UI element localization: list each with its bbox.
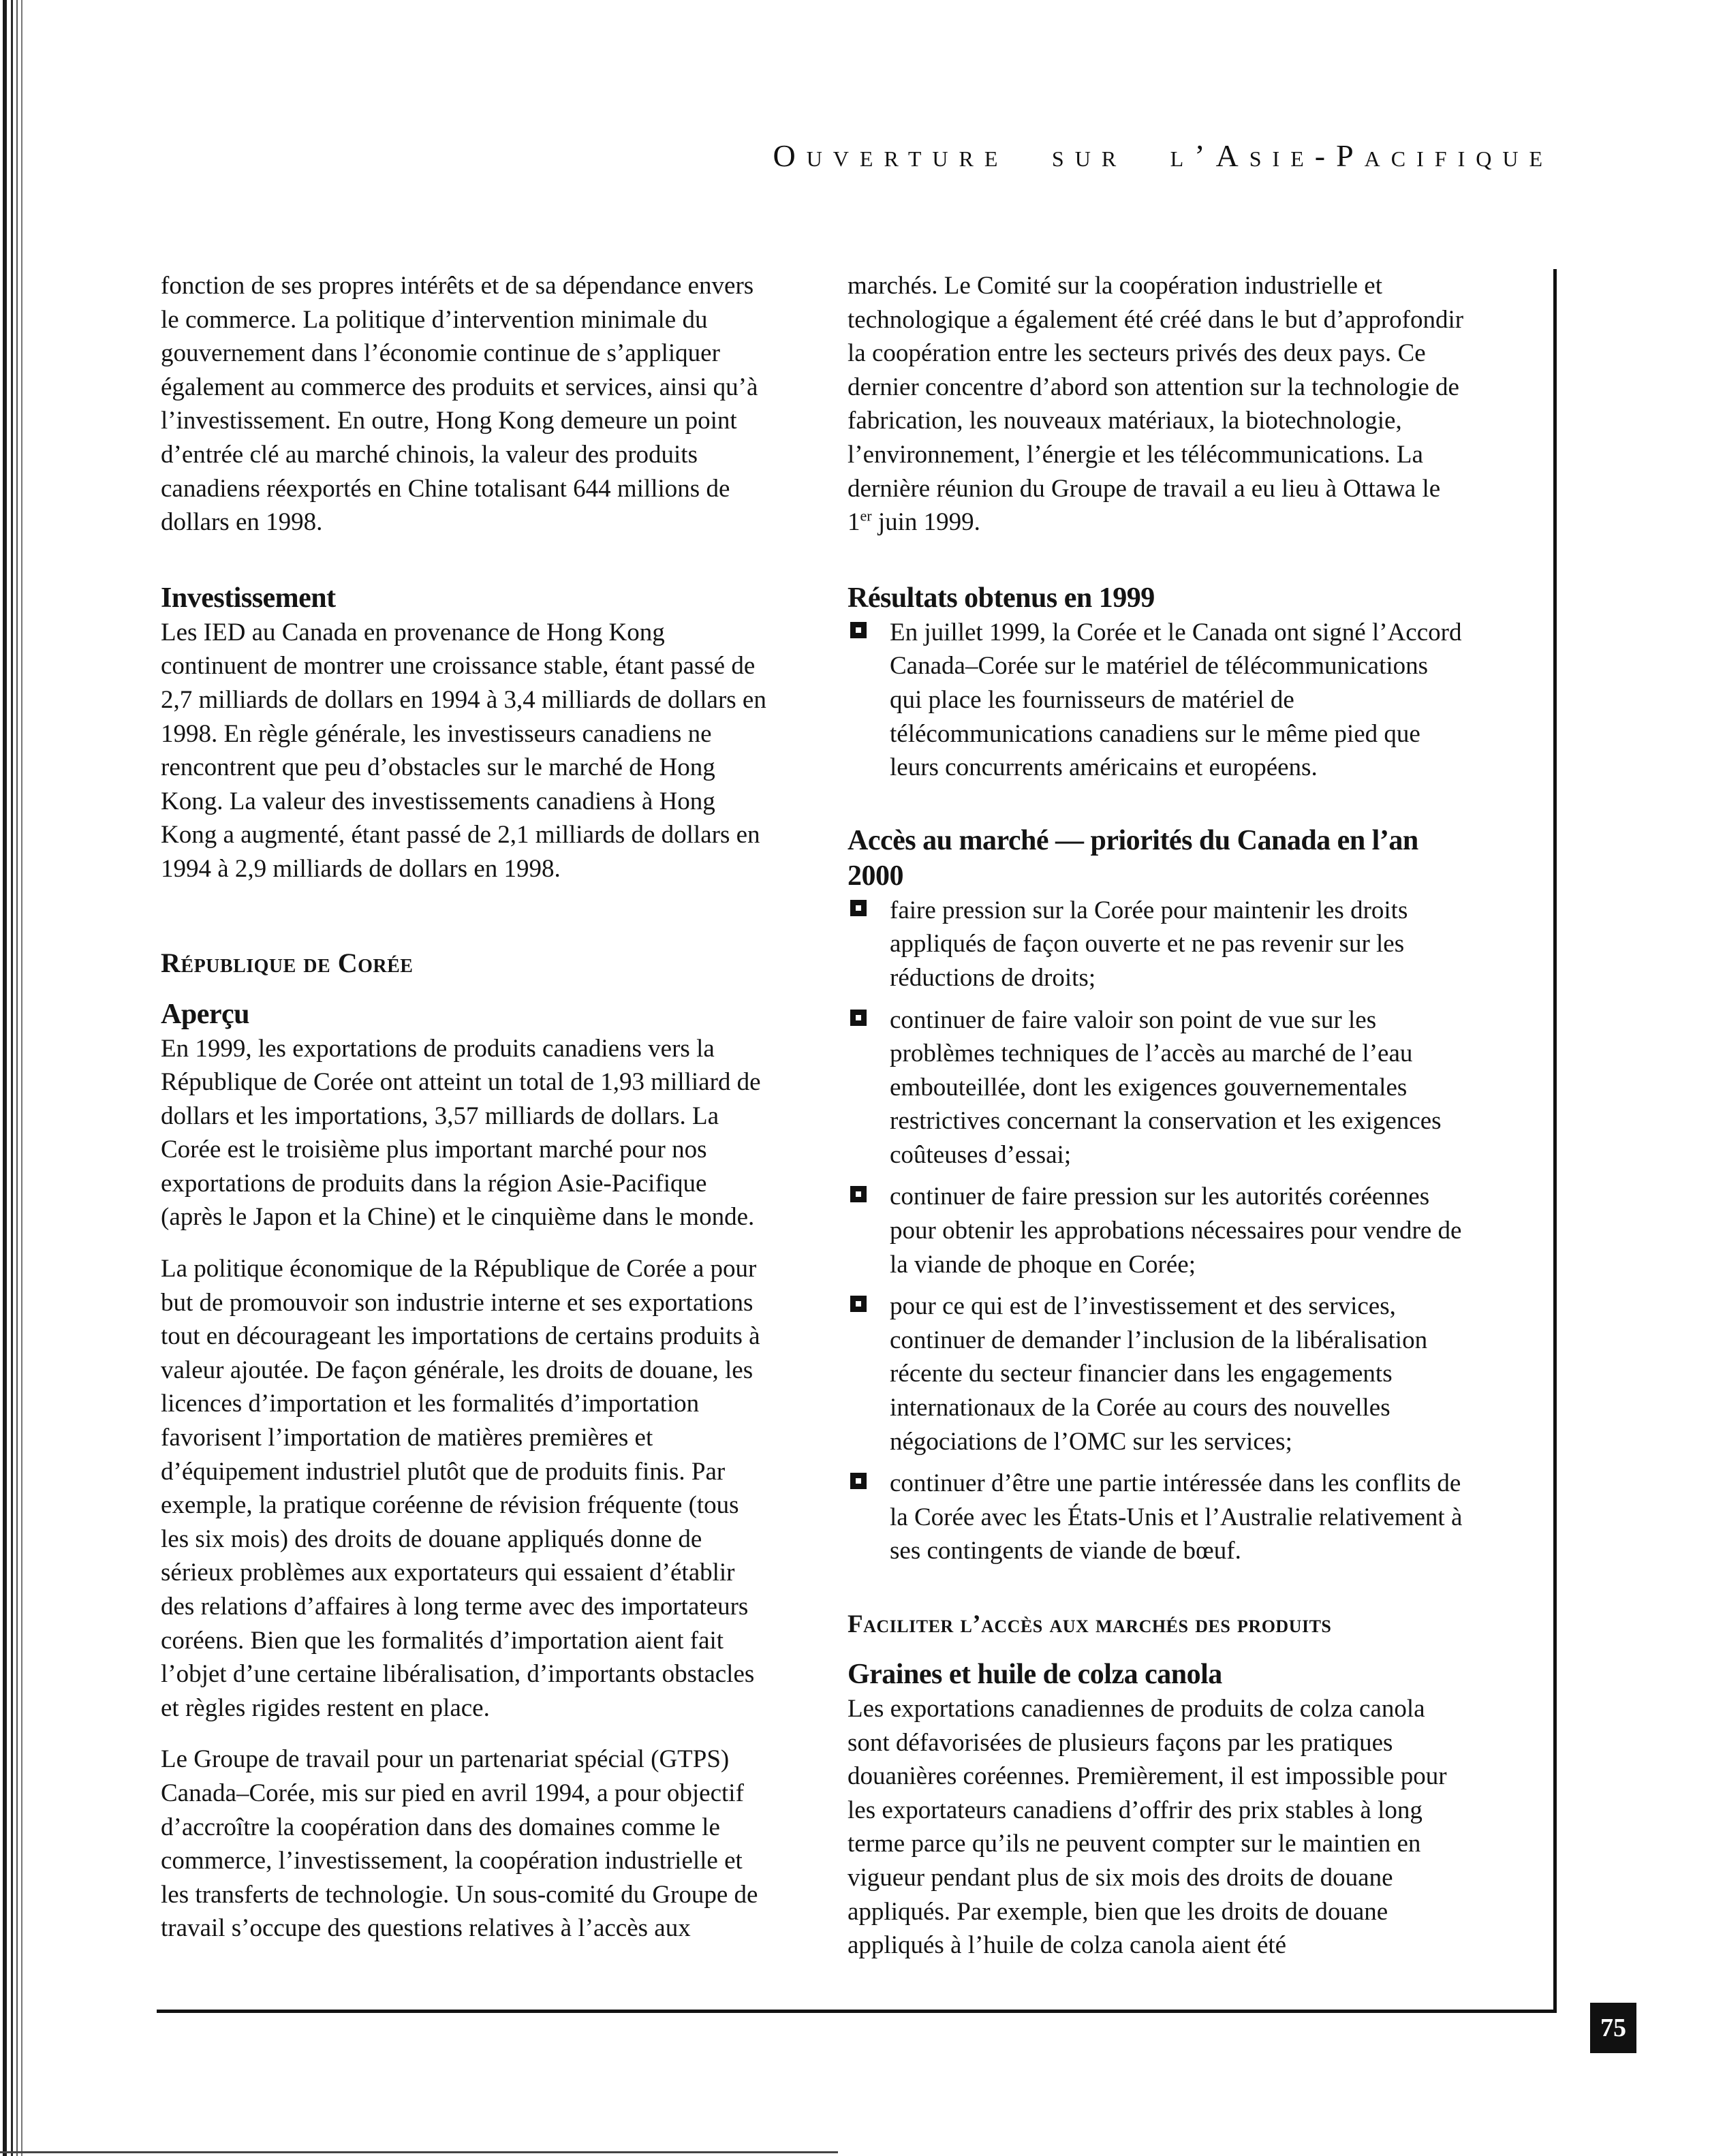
apercu-paragraph-1: En 1999, les exportations de produits canadiens vers la République de Corée ont atteint un total de 1,93 milliard de dollars et les importations, 3,57 milliards de dollars. La Corée est le troisième plus important marché pour nos exportations de produits dans la région Asie-Pacifique (après le Japon et la Chine) et le cinquième dans le monde. bbox=[161, 1034, 761, 1232]
square-bullet-icon bbox=[850, 1296, 867, 1312]
continued-paragraph: marchés. Le Comité sur la coopération industrielle et technologique a également été créé dans le but d’approfondir la coopération entre les secteurs privés des deux pays. Ce dernier concentre d’abord son attention sur la technologie de fabrication, les nouveaux matériaux, la biotechnologie, l’environnement, l’énergie et les télécommunications. La dernière réunion du Groupe de travail a eu lieu à Ottawa le 1er juin 1999. bbox=[848, 272, 1464, 537]
left-column bbox=[161, 269, 767, 1963]
apercu-paragraph-2: La politique économique de la République de Corée a pour but de promouvoir son industrie interne et ses exportations tout en décourageant les importations de certains produits à valeur ajoutée. De façon générale, les droits de douane, les licences d’importation et les formalités d’importation favorisent l’importation de matières premières et d’équipement industriel plutôt que de produits finis. Par exemple, la pratique coréenne de révision fréquente (tous les six mois) des droits de douane appliqués donne de sérieux problèmes aux exportateurs qui essaient d’établir des relations d’affaires à long terme avec des importateurs coréens. Bien que les formalités d’importation aient fait l’objet d’une certaine libéralisation, d’importants obstacles et règles rigides restent en place. bbox=[161, 1255, 760, 1722]
investissement-heading: Investissement bbox=[161, 582, 336, 614]
list-item: faire pression sur la Corée pour maintenir les droits appliqués de façon ouverte et ne pas revenir sur les réductions de droits; bbox=[848, 894, 1464, 995]
square-bullet-icon bbox=[850, 1010, 867, 1026]
running-header: Ouverture sur l’Asie-Pacifique bbox=[773, 138, 1553, 173]
bottom-horizontal-rule bbox=[157, 2010, 1557, 2013]
apercu-paragraph-3: Le Groupe de travail pour un partenariat spécial (GTPS) Canada–Corée, mis sur pied en avril 1994, a pour objectif d’accroître la coopération dans des domaines comme le commerce, l’investissement, la coopération industrielle et les transferts de technologie. Un sous-comité du Groupe de travail s’occupe des questions relatives à l’accès aux bbox=[161, 1745, 758, 1943]
investissement-paragraph: Les IED au Canada en provenance de Hong Kong continuent de montrer une croissance stable, étant passé de 2,7 milliards de dollars en 1994 à 3,4 milliards de dollars en 1998. En règle générale, les investisseurs canadiens ne rencontrent que peu d’obstacles sur le marché de Hong Kong. La valeur des investissements canadiens à Hong Kong a augmenté, étant passé de 2,1 milliards de dollars en 1994 à 2,9 milliards de dollars en 1998. bbox=[161, 618, 766, 883]
korea-section-heading: République de Corée bbox=[161, 947, 414, 978]
faciliter-heading: Faciliter l’accès aux marchés des produits bbox=[848, 1610, 1332, 1638]
scan-edge bbox=[0, 0, 25, 2156]
scan-bottom-line bbox=[0, 2151, 838, 2153]
graines-paragraph: Les exportations canadiennes de produits de colza canola sont défavorisées de plusieurs façons par les pratiques douanières coréennes. Premièrement, il est impossible pour les exportateurs canadiens d’offrir des prix stables à long terme parce qu’ils ne peuvent compter sur le maintien en vigueur pendant plus de six mois des droits de douane appliqués. Par exemple, bien que les droits de douane appliqués à l’huile de colza canola aient été bbox=[848, 1695, 1447, 1960]
square-bullet-icon bbox=[850, 900, 867, 916]
apercu-heading: Aperçu bbox=[161, 998, 249, 1030]
list-item: continuer de faire pression sur les autorités coréennes pour obtenir les approbations nécessaires pour vendre de la viande de phoque en Corée; bbox=[848, 1180, 1464, 1281]
page-number: 75 bbox=[1590, 2003, 1636, 2053]
acces-heading: Accès au marché — priorités du Canada en l’an 2000 bbox=[848, 824, 1418, 892]
intro-paragraph: fonction de ses propres intérêts et de sa dépendance envers le commerce. La politique d’intervention minimale du gouvernement dans l’économie continue de s’appliquer également au commerce des produits et services, ainsi qu’à l’investissement. En outre, Hong Kong demeure un point d’entrée clé au marché chinois, la valeur des produits canadiens réexportés en Chine totalisant 644 millions de dollars en 1998. bbox=[161, 272, 758, 537]
square-bullet-icon bbox=[850, 1473, 867, 1489]
list-item: continuer de faire valoir son point de vue sur les problèmes techniques de l’accès au marché de l’eau embouteillée, dont les exigences gouvernementales restrictives concernant la conservation et les exigences coûteuses d’essai; bbox=[848, 1003, 1464, 1172]
graines-heading: Graines et huile de colza canola bbox=[848, 1659, 1222, 1690]
square-bullet-icon bbox=[850, 1186, 867, 1202]
right-column bbox=[848, 269, 1464, 1980]
square-bullet-icon bbox=[850, 622, 867, 638]
list-item: pour ce qui est de l’investissement et des services, continuer de demander l’inclusion de la libéralisation récente du secteur financier dans les engagements internationaux de la Corée au cours des nouvelles négociations de l’OMC sur les services; bbox=[848, 1290, 1464, 1458]
acces-list bbox=[848, 894, 1464, 1568]
resultats-list bbox=[848, 616, 1464, 785]
list-item: continuer d’être une partie intéressée dans les conflits de la Corée avec les États-Unis et l’Australie relativement à ses contingents de viande de bœuf. bbox=[848, 1467, 1464, 1568]
list-item: En juillet 1999, la Corée et le Canada ont signé l’Accord Canada–Corée sur le matériel de télécommunications qui place les fournisseurs de matériel de télécommunications canadiens sur le même pied que leurs concurrents américains et européens. bbox=[848, 616, 1464, 785]
resultats-heading: Résultats obtenus en 1999 bbox=[848, 582, 1155, 614]
right-vertical-rule bbox=[1553, 269, 1557, 2013]
